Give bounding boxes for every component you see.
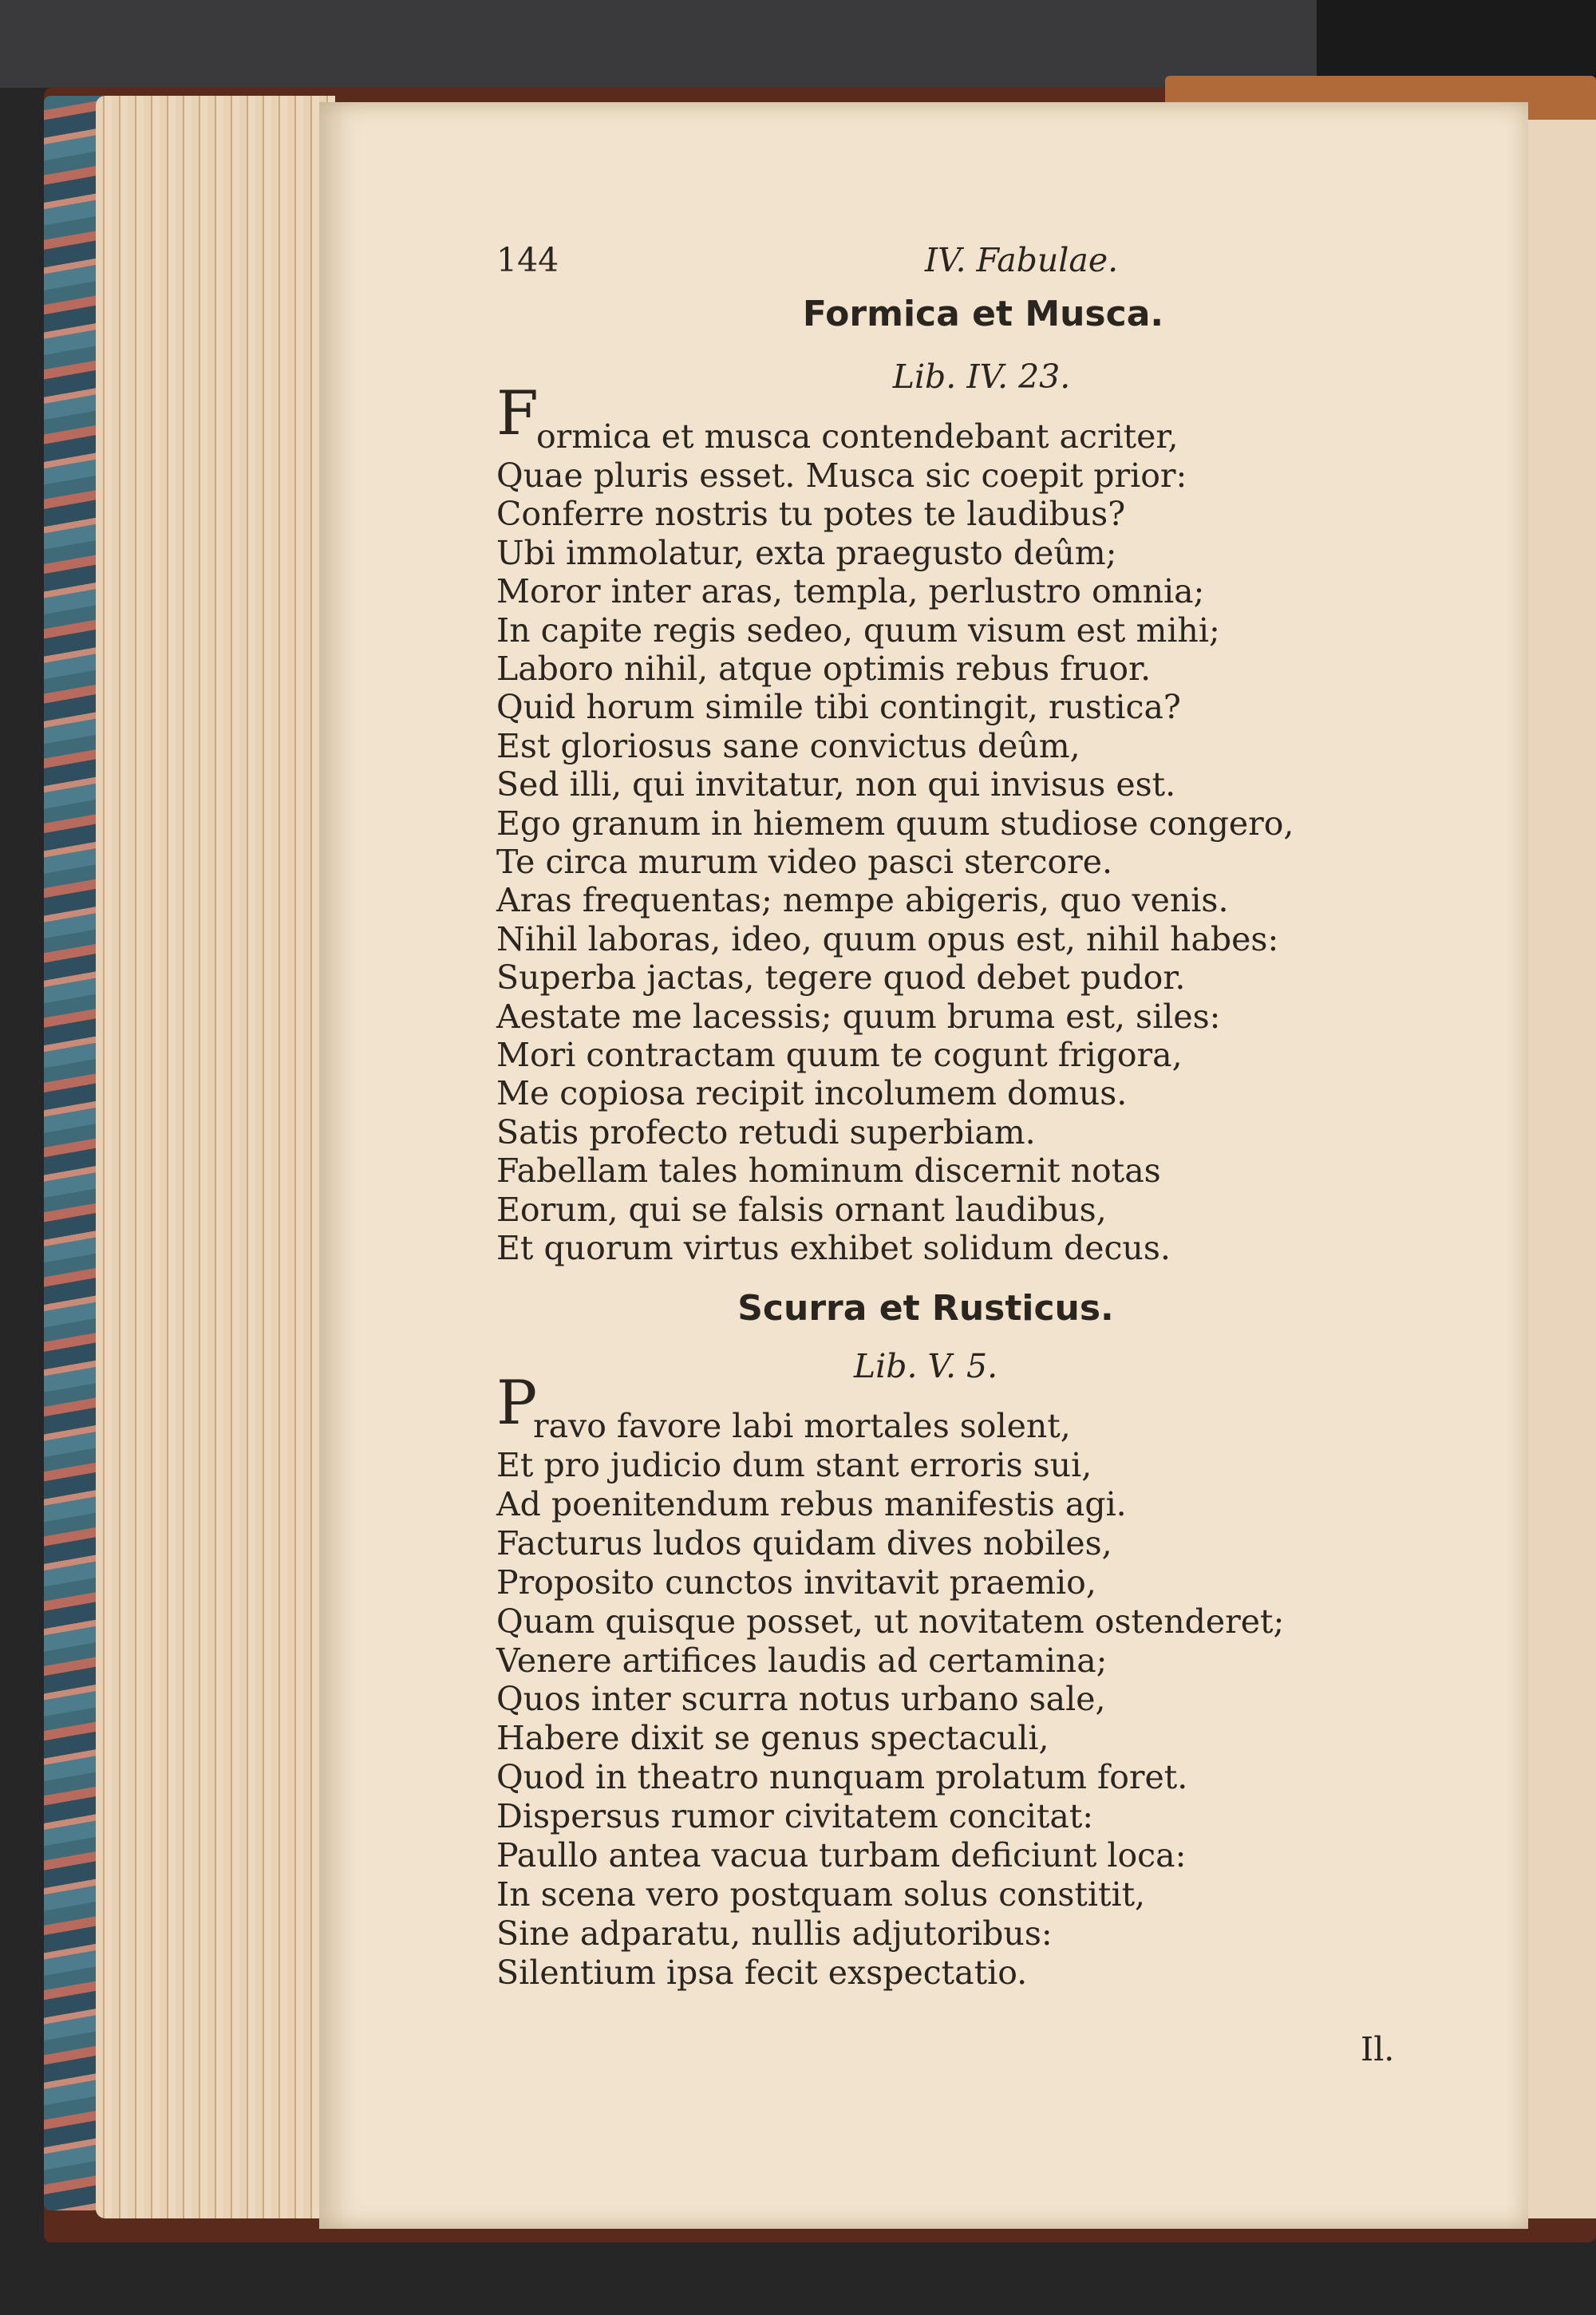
- poem-line: Superba jactas, tegere quod debet pudor.: [496, 958, 1186, 998]
- poem-line: Et pro judicio dum stant erroris sui,: [496, 1446, 1092, 1484]
- poem-line: Quae pluris esset. Musca sic coepit prior:: [496, 456, 1187, 495]
- poem-line: Quod in theatro nunquam prolatum foret.: [496, 1758, 1188, 1797]
- poem-line: Quid horum simile tibi contingit, rustica?: [496, 688, 1181, 727]
- poem-line: Nihil laboras, ideo, quum opus est, nihil habes:: [496, 919, 1279, 958]
- poem-line: In scena vero postquam solus constitit,: [496, 1875, 1146, 1914]
- poem-line: Quos inter scurra notus urbano sale,: [496, 1680, 1106, 1719]
- page-number: 144: [496, 241, 559, 279]
- poem-line: Satis profecto retudi superbiam.: [496, 1112, 1036, 1152]
- poem-line: Et quorum virtus exhibet solidum decus.: [496, 1229, 1171, 1267]
- poem-line: Quam quisque posset, ut novitatem ostenderet;: [496, 1602, 1285, 1641]
- poem-line: Moror inter aras, templa, perlustro omnia;: [496, 572, 1205, 611]
- facing-page-edge: [1528, 120, 1596, 2218]
- poem-line: Conferre nostris tu potes te laudibus?: [496, 495, 1126, 534]
- running-head: IV. Fabulae.: [924, 241, 1119, 279]
- poem-line: Me copiosa recipit incolumem domus.: [496, 1074, 1128, 1113]
- poem-line: Proposito cunctos invitavit praemio,: [496, 1562, 1096, 1602]
- catchword: Il.: [1361, 2030, 1395, 2068]
- poem-line: ormica et musca contendebant acriter,: [536, 417, 1179, 456]
- scan-background: [1317, 0, 1596, 88]
- poem-line: Te circa murum video pasci stercore.: [496, 843, 1113, 881]
- poem-line: Dispersus rumor civitatem concitat:: [496, 1797, 1094, 1836]
- poem-reference: Lib. V. 5.: [853, 1347, 998, 1385]
- drop-cap: F: [496, 377, 539, 448]
- poem-line: Habere dixit se genus spectaculi,: [496, 1719, 1049, 1758]
- poem-line: Ad poenitendum rebus manifestis agi.: [496, 1484, 1127, 1523]
- poem-line: Laboro nihil, atque optimis rebus fruor.: [496, 650, 1152, 688]
- poem-reference: Lib. IV. 23.: [892, 358, 1071, 396]
- poem-line: Paullo antea vacua turbam deficiunt loca:: [496, 1836, 1187, 1875]
- page-stack: [96, 96, 335, 2218]
- poem-line: Aestate me lacessis; quum bruma est, siles:: [496, 997, 1221, 1036]
- poem-title: Formica et Musca.: [802, 294, 1164, 334]
- poem-line: Aras frequentas; nempe abigeris, quo venis.: [496, 881, 1229, 920]
- poem-line: Facturus ludos quidam dives nobiles,: [496, 1523, 1112, 1562]
- poem-line: Sed illi, qui invitatur, non qui invisus est.: [496, 765, 1176, 804]
- poem-line: Silentium ipsa fecit exspectatio.: [496, 1953, 1028, 1992]
- poem-line: ravo favore labi mortales solent,: [533, 1407, 1071, 1445]
- drop-cap: P: [496, 1367, 538, 1438]
- poem-title: Scurra et Rusticus.: [737, 1288, 1114, 1329]
- poem-line: Eorum, qui se falsis ornant laudibus,: [496, 1190, 1107, 1229]
- poem-line: Est gloriosus sane convictus deûm,: [496, 726, 1080, 765]
- poem-line: Mori contractam quum te cogunt frigora,: [496, 1036, 1183, 1074]
- poem-line: In capite regis sedeo, quum visum est mihi;: [496, 610, 1220, 650]
- poem-line: Ubi immolatur, exta praegusto deûm;: [496, 533, 1117, 572]
- poem-line: Fabellam tales hominum discernit notas: [496, 1152, 1161, 1191]
- poem-line: Venere artifices laudis ad certamina;: [496, 1641, 1108, 1680]
- poem-line: Sine adparatu, nullis adjutoribus:: [496, 1914, 1053, 1953]
- poem-line: Ego granum in hiemem quum studiose congero,: [496, 804, 1294, 843]
